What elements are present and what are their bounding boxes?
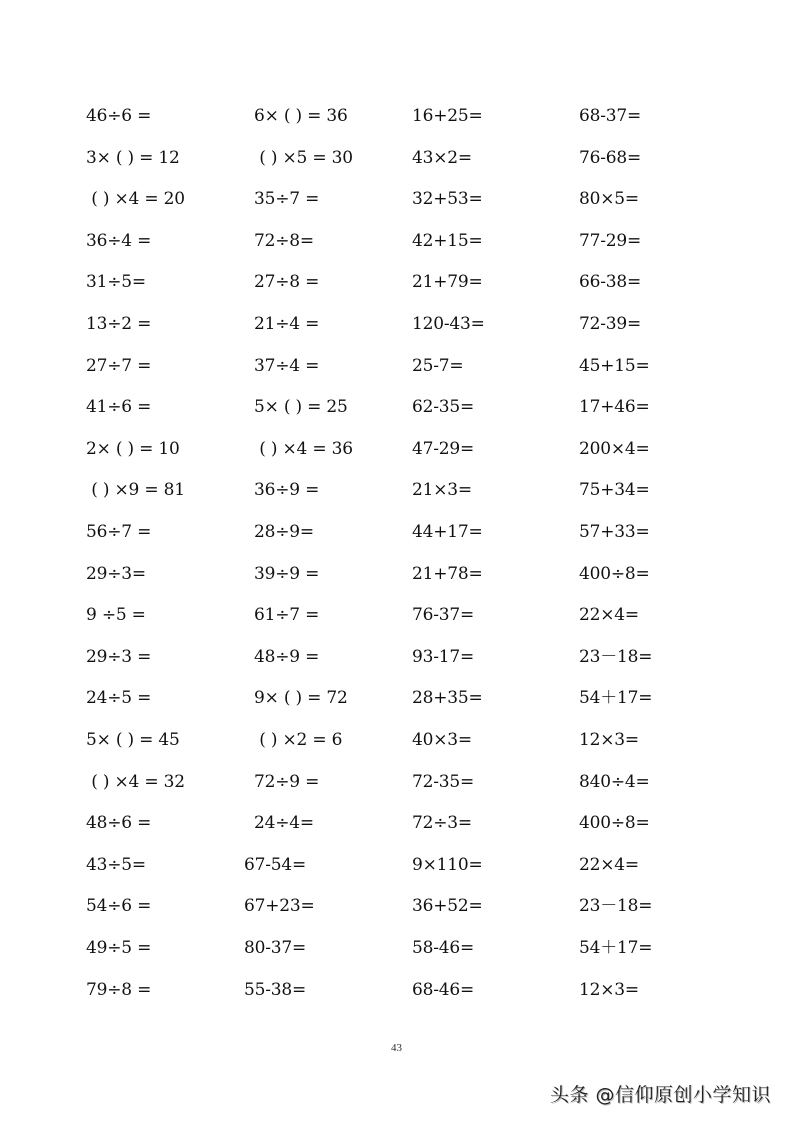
problem-row [0,517,793,547]
math-problem: 35÷7 = [254,189,320,209]
math-problem: 44+17= [412,522,483,542]
math-problem: 93-17= [412,647,475,667]
math-problem: 21÷4 = [254,314,320,334]
math-problem: 40×3= [412,730,472,750]
math-problem: 24÷4= [254,813,314,833]
math-problem: 43÷5= [86,855,146,875]
math-problem: 54＋17= [579,688,653,708]
math-problem: 42+15= [412,231,483,251]
problem-row [0,975,793,1005]
math-problem: 25-7= [412,356,464,376]
problem-row [0,600,793,630]
problem-row [0,351,793,381]
math-problem: 28÷9= [254,522,314,542]
math-problem: 16+25= [412,106,483,126]
math-problem: 47-29= [412,439,475,459]
math-problem: ( ) ×4 = 20 [86,189,185,209]
problem-row [0,101,793,131]
math-problem: 72÷9 = [254,772,320,792]
math-problem: 9 ÷5 = [86,605,146,625]
math-problem: 27÷7 = [86,356,152,376]
math-problem: 72÷3= [412,813,472,833]
math-problem: 9× ( ) = 72 [254,688,348,708]
math-problem: 27÷8 = [254,272,320,292]
math-problem: 54÷6 = [86,896,152,916]
math-problem: 24÷5 = [86,688,152,708]
math-problem: 840÷4= [579,772,650,792]
math-problem: 21+78= [412,564,483,584]
problem-row [0,184,793,214]
problem-row [0,267,793,297]
math-problem: 80×5= [579,189,639,209]
math-problem: ( ) ×5 = 30 [254,148,353,168]
math-problem: 36÷4 = [86,231,152,251]
math-problem: 66-38= [579,272,642,292]
math-problem: 72-35= [412,772,475,792]
math-problem: 23－18= [579,647,653,667]
problem-row [0,475,793,505]
math-problem: 62-35= [412,397,475,417]
math-problem: 61÷7 = [254,605,320,625]
watermark: 头条 @信仰原创小学知识 [550,1084,772,1106]
math-problem: 17+46= [579,397,650,417]
math-problem: 43×2= [412,148,472,168]
math-problem: 37÷4 = [254,356,320,376]
problem-row [0,891,793,921]
problem-row [0,683,793,713]
problem-row [0,309,793,339]
math-problem: 68-46= [412,980,475,1000]
math-problem: 200×4= [579,439,650,459]
page-number: 43 [391,1042,402,1054]
math-problem: 49÷5 = [86,938,152,958]
problem-row [0,226,793,256]
math-problem: ( ) ×2 = 6 [254,730,343,750]
math-problem: 400÷8= [579,564,650,584]
math-problem: 9×110= [412,855,483,875]
math-problem: 36+52= [412,896,483,916]
math-problem: 2× ( ) = 10 [86,439,180,459]
problem-row [0,767,793,797]
math-problem: 79÷8 = [86,980,152,1000]
math-problem: 29÷3 = [86,647,152,667]
problem-row [0,143,793,173]
math-problem: 55-38= [244,980,307,1000]
math-problem: 72÷8= [254,231,314,251]
math-problem: 6× ( ) = 36 [254,106,348,126]
math-problem: 76-37= [412,605,475,625]
math-problem: 13÷2 = [86,314,152,334]
math-problem: 57+33= [579,522,650,542]
math-problem: 45+15= [579,356,650,376]
math-problem: 31÷5= [86,272,146,292]
math-problem: 54＋17= [579,938,653,958]
math-problem: 48÷9 = [254,647,320,667]
problem-row [0,850,793,880]
problem-row [0,559,793,589]
math-problem: 67+23= [244,896,315,916]
math-problem: 28+35= [412,688,483,708]
math-problem: 67-54= [244,855,307,875]
problem-row [0,808,793,838]
math-problem: 120-43= [412,314,485,334]
math-problem: 3× ( ) = 12 [86,148,180,168]
math-problem: 21×3= [412,480,472,500]
math-problem: 77-29= [579,231,642,251]
math-problem: 48÷6 = [86,813,152,833]
math-problem: 72-39= [579,314,642,334]
math-problem: 46÷6 = [86,106,152,126]
math-problem: 5× ( ) = 45 [86,730,180,750]
math-problem: 21+79= [412,272,483,292]
math-problem: 12×3= [579,980,639,1000]
math-problem: 68-37= [579,106,642,126]
math-problem: 12×3= [579,730,639,750]
math-problem: 5× ( ) = 25 [254,397,348,417]
math-problem: 80-37= [244,938,307,958]
math-problem: 58-46= [412,938,475,958]
math-problem: 76-68= [579,148,642,168]
math-problem: ( ) ×9 = 81 [86,480,185,500]
math-problem: 22×4= [579,855,639,875]
problem-row [0,642,793,672]
problem-row [0,392,793,422]
problem-row [0,933,793,963]
math-problem: ( ) ×4 = 36 [254,439,353,459]
math-problem: 22×4= [579,605,639,625]
math-problem: 39÷9 = [254,564,320,584]
problem-row [0,434,793,464]
math-problem: 75+34= [579,480,650,500]
math-problem: 56÷7 = [86,522,152,542]
math-problem: ( ) ×4 = 32 [86,772,185,792]
math-problem: 32+53= [412,189,483,209]
math-problem: 29÷3= [86,564,146,584]
math-problem: 23－18= [579,896,653,916]
math-problem: 400÷8= [579,813,650,833]
math-problem: 41÷6 = [86,397,152,417]
math-problem: 36÷9 = [254,480,320,500]
problem-row [0,725,793,755]
